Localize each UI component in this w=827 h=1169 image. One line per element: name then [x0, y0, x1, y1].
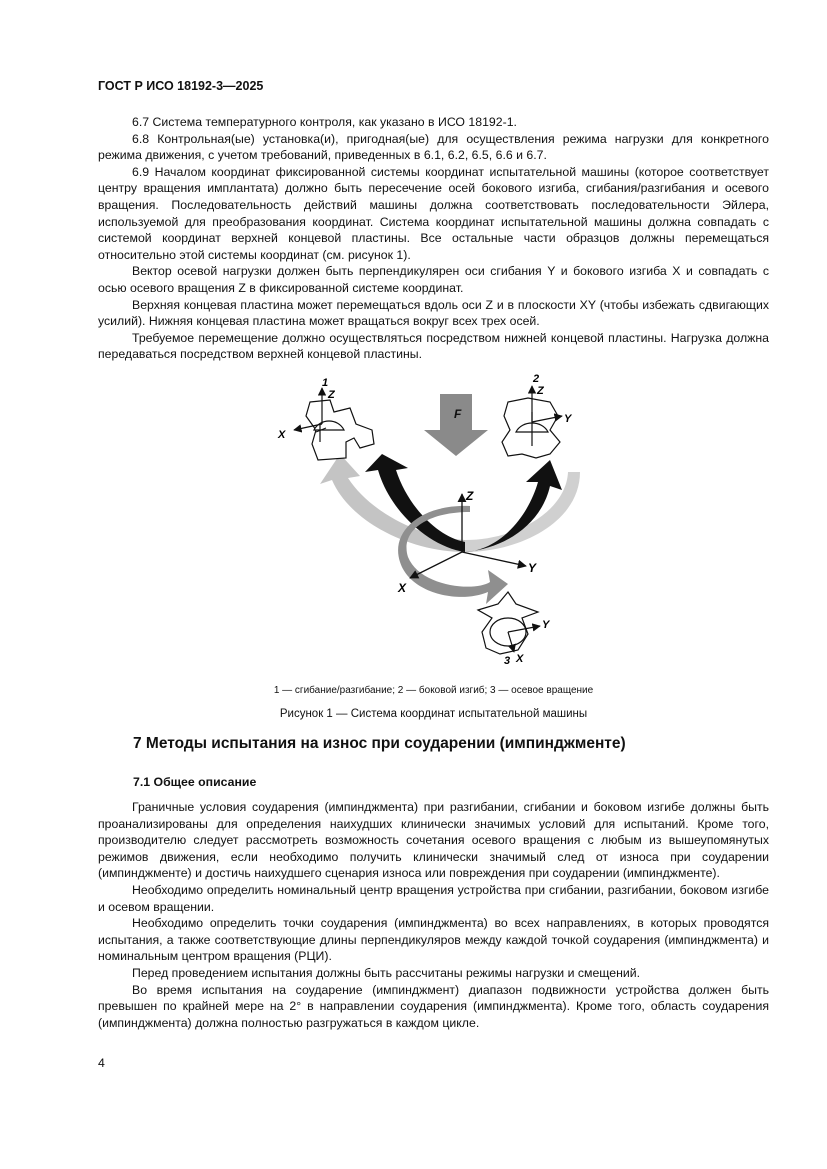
vertebra-2-z-label: Z — [537, 385, 544, 397]
gray-arc-right — [465, 472, 580, 552]
paragraph: Верхняя концевая пластина может перемещаться вдоль оси Z и в плоскости XY (чтобы избежать сдвигающих усилий). Нижняя концевая пластина может вращаться вокруг всех трех осей. — [98, 297, 769, 329]
paragraph: Граничные условия соударения (импинджмента) при разгибании, сгибании и боковом изгибе должны быть проанализированы для определения наихудших клинически значимых условий для испытаний. Кроме того, производителю следует рассмотреть возможность сочетания осевого вращения с любым из вышеупомянутых режимов движения, если необходимо получить клинически значимый след от износа при соударении (импинджменте) и достичь наихудшего сценария износа или повреждения при соударении (импинджменте). — [98, 800, 769, 881]
vertebra-1-x-label: X — [278, 429, 286, 441]
paragraph: 6.9 Началом координат фиксированной системы координат испытательной машины (которое соответствует центру вращения имплантата) должно быть пересечение осей бокового изгиба, сгибания/разгибания и осевого вращения. Последовательность действий машины должна соответствовать последовательности Эйлера, используемой для преобразования координат. Система координат испытательной машины должна совпадать с системой координат верхней концевой пластины. Все остальные части образцов должны перемещаться относительно этой системы координат (см. рисунок 1). — [98, 164, 769, 262]
rotation-arrow — [398, 506, 508, 604]
vertebra-1-z-label: Z — [328, 389, 335, 401]
axis-label-x: X — [398, 581, 407, 595]
figure-drawing — [260, 372, 600, 664]
subsection-title: 7.1 Общее описание — [133, 775, 257, 789]
figure-coordinate-system — [260, 372, 600, 664]
body-text — [98, 799, 769, 1031]
paragraph: Перед проведением испытания должны быть рассчитаны режимы нагрузки и смещений. — [132, 965, 641, 980]
axis-label-z: Z — [466, 489, 474, 503]
paragraph: Необходимо определить номинальный центр вращения устройства при сгибании, разгибании, боковом изгибе и осевом вращении. — [98, 882, 769, 914]
axis-label-y: Y — [528, 561, 537, 575]
intro-text — [98, 114, 769, 363]
vertebra-1-number: 1 — [322, 377, 329, 389]
paragraph: 6.8 Контрольная(ые) установка(и), пригодная(ые) для осуществления режима нагрузки для конкретного режима движения, с учетом требований, приведенных в 6.1, 6.2, 6.5, 6.6 и 6.7. — [98, 131, 769, 163]
force-arrow — [424, 394, 488, 456]
vertebra-2 — [502, 398, 560, 458]
vertebra-3-y-label: Y — [542, 619, 550, 631]
vertebra-2-y-label: Y — [564, 413, 572, 425]
paragraph: Требуемое перемещение должно осуществляться посредством нижней концевой пластины. Нагрузка должна передаваться посредством верхней концевой пластины. — [98, 330, 769, 362]
vertebra-3-number: 3 — [504, 655, 511, 664]
section-title: 7 Методы испытания на износ при соударении (импинджменте) — [133, 735, 626, 752]
paragraph: Во время испытания на соударение (импинджмент) диапазон подвижности устройства должен быть превышен по крайней мере на 2° в направлении соударения (импинджмента). Кроме того, область соударения (импинджмента) должна полностью разгружаться в каждом цикле. — [98, 982, 769, 1030]
y-axis — [462, 552, 526, 566]
vertebra-1 — [306, 400, 374, 460]
x-axis — [410, 552, 462, 578]
vertebra-3-x-label: X — [516, 653, 524, 664]
paragraph: Необходимо определить точки соударения (импинджмента) во всех направлениях, в которых проводятся испытания, а также соответствующие длины перпендикуляров между каждой точкой соударения (импинджмента) и номинальным центром вращения (РЦИ). — [98, 916, 769, 964]
paragraph: 6.7 Система температурного контроля, как указано в ИСО 18192-1. — [132, 115, 517, 129]
document-header: ГОСТ Р ИСО 18192-3—2025 — [98, 79, 264, 93]
vertebra-2-number: 2 — [533, 373, 540, 385]
force-label: F — [454, 407, 462, 421]
figure-caption: Рисунок 1 — Система координат испытательной машины — [279, 708, 588, 720]
figure-legend: 1 — сгибание/разгибание; 2 — боковой изгиб; 3 — осевое вращение — [273, 685, 594, 696]
paragraph: Вектор осевой нагрузки должен быть перпендикулярен оси сгибания Y и бокового изгиба X и совпадать с осью осевого вращения Z в фиксированной системе координат. — [98, 264, 769, 295]
page-number: 4 — [98, 1056, 105, 1070]
